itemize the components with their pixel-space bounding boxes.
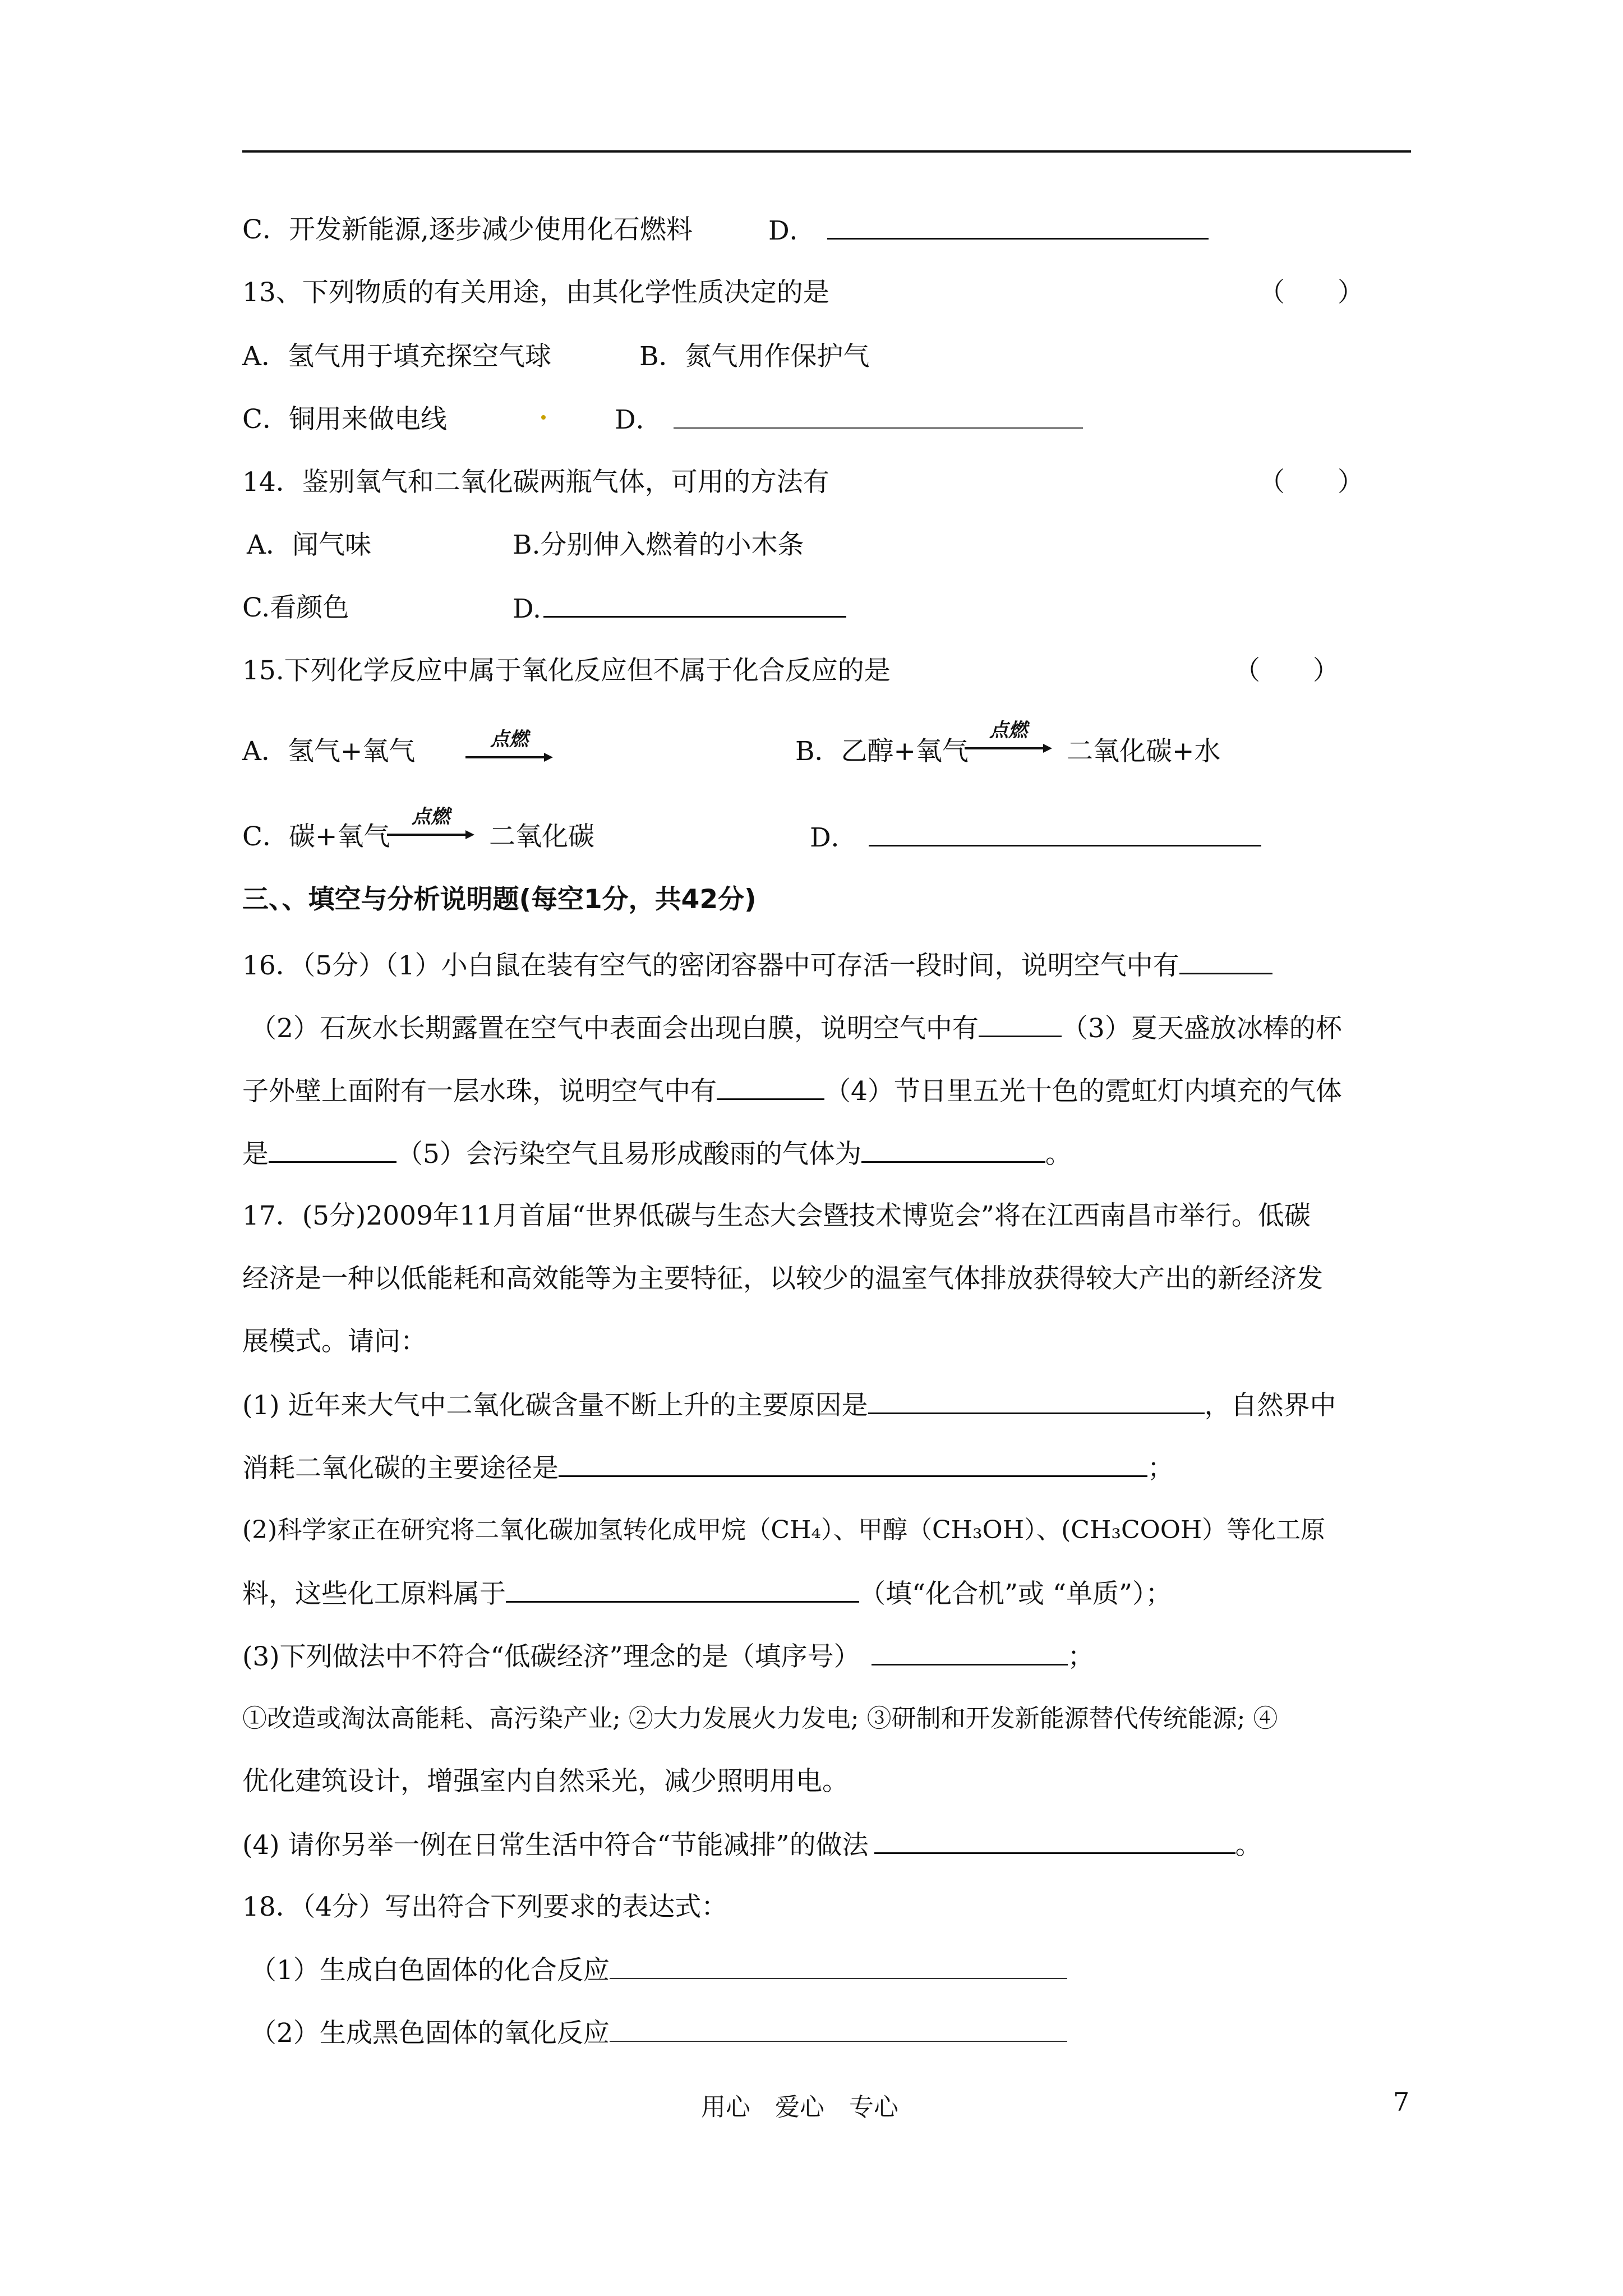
q13-option-b: B．氮气用作保护气 [639,341,870,372]
q15-option-c-reactants: C．碳+氧气 [242,821,390,852]
q17-line-5: 消耗二氧化碳的主要途径是 ； [242,1451,1174,1485]
q14-option-d[interactable]: D. [513,591,846,626]
q14-option-c: C.看颜色 [242,592,349,623]
q17-line-6: (2)科学家正在研究将二氧化碳加氢转化成甲烷（CH₄）、甲醇（CH₃OH）、(CH₃COOH）等化工原 [242,1516,1326,1544]
q13-answer-paren[interactable]: （ ） [1258,277,1364,308]
q17-line-7: 料，这些化工原料属于 （填“化合机”或 “单质”）； [242,1576,1172,1611]
reaction-arrow-b: 点燃 [963,727,1053,761]
q14-option-b: B.分别伸入燃着的小木条 [513,530,804,560]
reaction-arrow-a: 点燃 [464,736,554,770]
answer-blank[interactable] [543,591,846,618]
q16-line-1: 16．（5分）（1）小白鼠在装有空气的密闭容器中可存活一段时间，说明空气中有 [242,948,1272,983]
q14-answer-paren[interactable]: （ ） [1258,467,1364,498]
header-rule [242,150,1411,153]
q17-line-1: 17．(5分)2009年11月首届“世界低碳与生态大会暨技术博览会”将在江西南昌市举行。低碳 [242,1200,1311,1231]
answer-blank[interactable] [861,1137,1045,1163]
q16-line-3: 子外壁上面附有一层水珠，说明空气中有 （4）节日里五光十色的霓虹灯内填充的气体 [242,1074,1342,1108]
q18-stem: 18．（4分）写出符合下列要求的表达式： [242,1892,728,1922]
q15-stem: 15.下列化学反应中属于氧化反应但不属于化合反应的是 [242,655,891,686]
q17-line-4: (1) 近年来大气中二氧化碳含量不断上升的主要原因是 ，自然界中 [242,1388,1336,1423]
q17-line-9: ①改造或淘汰高能耗、高污染产业; ②大力发展火力发电; ③研制和开发新能源替代传统能源; ④ [242,1704,1278,1733]
answer-blank[interactable] [674,403,1083,429]
answer-blank[interactable] [559,1451,1147,1477]
answer-blank[interactable] [610,2016,1067,2042]
q17-line-3: 展模式。请问： [242,1326,427,1357]
answer-blank[interactable] [874,1828,1235,1854]
answer-blank[interactable] [610,1953,1067,1979]
answer-blank[interactable] [827,213,1209,240]
section-3-heading: 三、、填空与分析说明题(每空1分，共42分) [242,884,757,915]
q18-part-2: （2）生成黑色固体的氧化反应 [250,2016,1067,2050]
q15-option-d[interactable]: D． [810,820,1261,855]
q14-option-a: A．闻气味 [247,530,371,560]
answer-blank[interactable] [717,1074,824,1100]
q15-option-b-products: 二氧化碳+水 [1067,736,1221,767]
q13-option-c: C．铜用来做电线 [242,404,447,435]
page-number: 7 [1393,2087,1410,2117]
q16-line-2: （2）石灰水长期露置在空气中表面会出现白膜，说明空气中有 （3）夏天盛放冰棒的杯 [250,1011,1342,1046]
q14-stem: 14．鉴别氧气和二氧化碳两瓶气体，可用的方法有 [242,467,829,498]
q12-option-d[interactable]: D． [768,213,1209,248]
answer-blank[interactable] [1179,948,1272,974]
answer-blank[interactable] [506,1576,859,1603]
stray-dot [541,415,546,420]
answer-blank[interactable] [872,1639,1068,1665]
q13-option-a: A．氢气用于填充探空气球 [242,341,551,372]
q12-option-c: C．开发新能源,逐步减少使用化石燃料 [242,214,693,245]
q17-line-2: 经济是一种以低能耗和高效能等为主要特征，以较少的温室气体排放获得较大产出的新经济发 [242,1263,1323,1294]
q16-line-4: 是 （5）会污染空气且易形成酸雨的气体为 。 [242,1137,1072,1171]
answer-blank[interactable] [979,1011,1062,1037]
q13-stem: 13、下列物质的有关用途，由其化学性质决定的是 [242,277,829,308]
answer-blank[interactable] [868,1388,1205,1414]
q15-option-c-products: 二氧化碳 [489,821,594,852]
q17-line-10: 优化建筑设计，增强室内自然采光，减少照明用电。 [242,1766,849,1797]
page-footer: 用心 爱心 专心 [701,2093,898,2122]
q15-answer-paren[interactable]: （ ） [1234,655,1339,686]
q17-line-11: (4) 请你另举一例在日常生活中符合“节能减排”的做法 。 [242,1828,1262,1862]
q13-option-d[interactable]: D． [615,403,1083,437]
q17-line-8: (3)下列做法中不符合“低碳经济”理念的是（填序号） ； [242,1639,1094,1674]
reaction-arrow-c: 点燃 [386,813,476,847]
q15-option-b-reactants: B．乙醇+氧气 [795,736,969,767]
q15-option-a: A．氢气+氧气 [242,736,416,767]
answer-blank[interactable] [269,1137,396,1163]
q18-part-1: （1）生成白色固体的化合反应 [250,1953,1067,1987]
answer-blank[interactable] [869,820,1261,846]
